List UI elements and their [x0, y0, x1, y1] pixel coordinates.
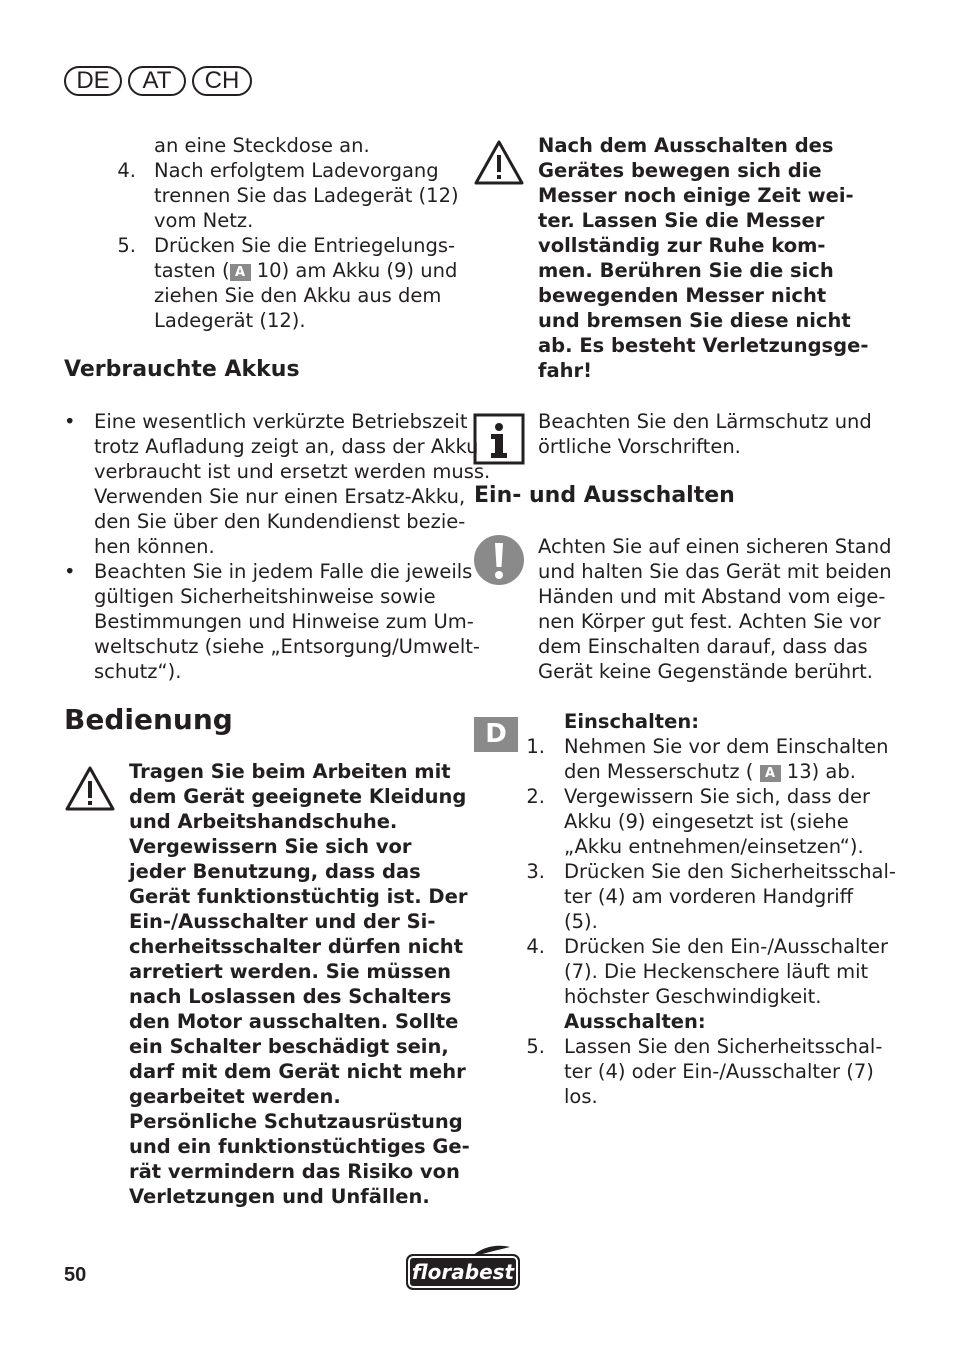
list-continuation: an eine Steckdose an. [154, 134, 370, 157]
section-heading: Verbrauchte Akkus [64, 357, 300, 382]
page-number: 50 [64, 1264, 87, 1286]
list-number: 5. [117, 234, 136, 257]
page-heading: Bedienung [64, 703, 233, 736]
bullet-dot: • [64, 410, 76, 433]
figure-ref-a: A [760, 765, 781, 782]
warning-icon [473, 138, 525, 186]
bullet-dot: • [64, 560, 76, 583]
list-item: Drücken Sie den Ein-/Ausschalter (7). Die Heckenschere läuft mit höchster Geschwindigkeit. [564, 935, 889, 1008]
warning-text: Tragen Sie beim Arbeiten mit dem Gerät geeignete Kleidung und Arbeitshandschuhe. Vergewissern Sie sich vor jeder Benutzung, dass das Gerät funktionstüchtig ist. Der Ein-/Ausschalter und der Si- cherheitsschalter dürfen nicht arretiert werden. Sie müssen nach Loslassen des Schalters den Motor ausschalten. Sollte ein Schalter beschädigt sein, darf mit dem Gerät nicht mehr gearbeitet werden. Persönliche Schutzausrüstung und ein funktionstüchtiges Ge- rät vermindern das Risiko von Verletzungen und Unfällen. [129, 760, 470, 1208]
list-number: 4. [526, 935, 545, 958]
list-number: 2. [526, 785, 545, 808]
bullet-item: Eine wesentlich verkürzte Betriebszeit trotz Aufladung zeigt an, dass der Akku verbraucht ist und ersetzt werden muss. Verwenden Sie nur einen Ersatz-Akku, den Sie über den Kundendienst bezie- hen können. [94, 410, 491, 558]
list-number: 4. [117, 159, 136, 182]
subheading-ausschalten: Ausschalten: [564, 1010, 706, 1033]
list-number: 5. [526, 1035, 545, 1058]
lang-badge-de: DE [64, 66, 122, 96]
list-item: Vergewissern Sie sich, dass der Akku (9) eingesetzt ist (siehe „Akku entnehmen/einsetzen“). [564, 785, 871, 858]
list-item: Lassen Sie den Sicherheitsschal- ter (4) oder Ein-/Ausschalter (7) los. [564, 1035, 883, 1108]
lang-badge-at: AT [128, 66, 186, 96]
florabest-logo [406, 1244, 520, 1290]
section-heading: Ein- und Ausschalten [474, 483, 735, 508]
lang-badge-ch: CH [192, 66, 252, 96]
warning-icon [64, 764, 116, 812]
caution-icon [473, 534, 525, 586]
info-icon [473, 413, 525, 465]
list-item: Nach erfolgtem Ladevorgang trennen Sie das Ladegerät (12) vom Netz. [154, 159, 459, 232]
caution-text: Achten Sie auf einen sicheren Stand und halten Sie das Gerät mit beiden Händen und mit Abstand vom eige- nen Körper gut fest. Achten Sie vor dem Einschalten darauf, dass das Gerät keine Gegenstände berührt. [538, 535, 892, 683]
list-item: Drücken Sie die Entriegelungs- tasten ( A 10) am Akku (9) und ziehen Sie den Akku aus dem Ladegerät (12). [154, 234, 458, 332]
subheading-einschalten: Einschalten: [564, 710, 700, 733]
list-number: 3. [526, 860, 545, 883]
list-number: 1. [526, 735, 545, 758]
list-item: Nehmen Sie vor dem Einschalten den Messerschutz ( A 13) ab. [564, 735, 889, 783]
info-text: Beachten Sie den Lärmschutz und örtliche Vorschriften. [538, 410, 872, 458]
figure-ref-a: A [230, 264, 251, 281]
bullet-item: Beachten Sie in jedem Falle die jeweils gültigen Sicherheitshinweise sowie Bestimmungen und Hinweise zum Um- weltschutz (siehe „Entsorgung/Umwelt- schutz“). [94, 560, 480, 683]
figure-badge-d: D [474, 717, 518, 752]
warning-text: Nach dem Ausschalten des Gerätes bewegen sich die Messer noch einige Zeit wei- ter. Lassen Sie die Messer vollständig zur Ruhe kom- men. Berühren Sie die sich bewegenden Messer nicht und bremsen Sie diese nicht ab. Es besteht Verletzungsge- fahr! [538, 134, 869, 382]
list-item: Drücken Sie den Sicherheitsschal- ter (4) am vorderen Handgriff (5). [564, 860, 896, 933]
logo-wordmark: florabest [406, 1254, 520, 1290]
